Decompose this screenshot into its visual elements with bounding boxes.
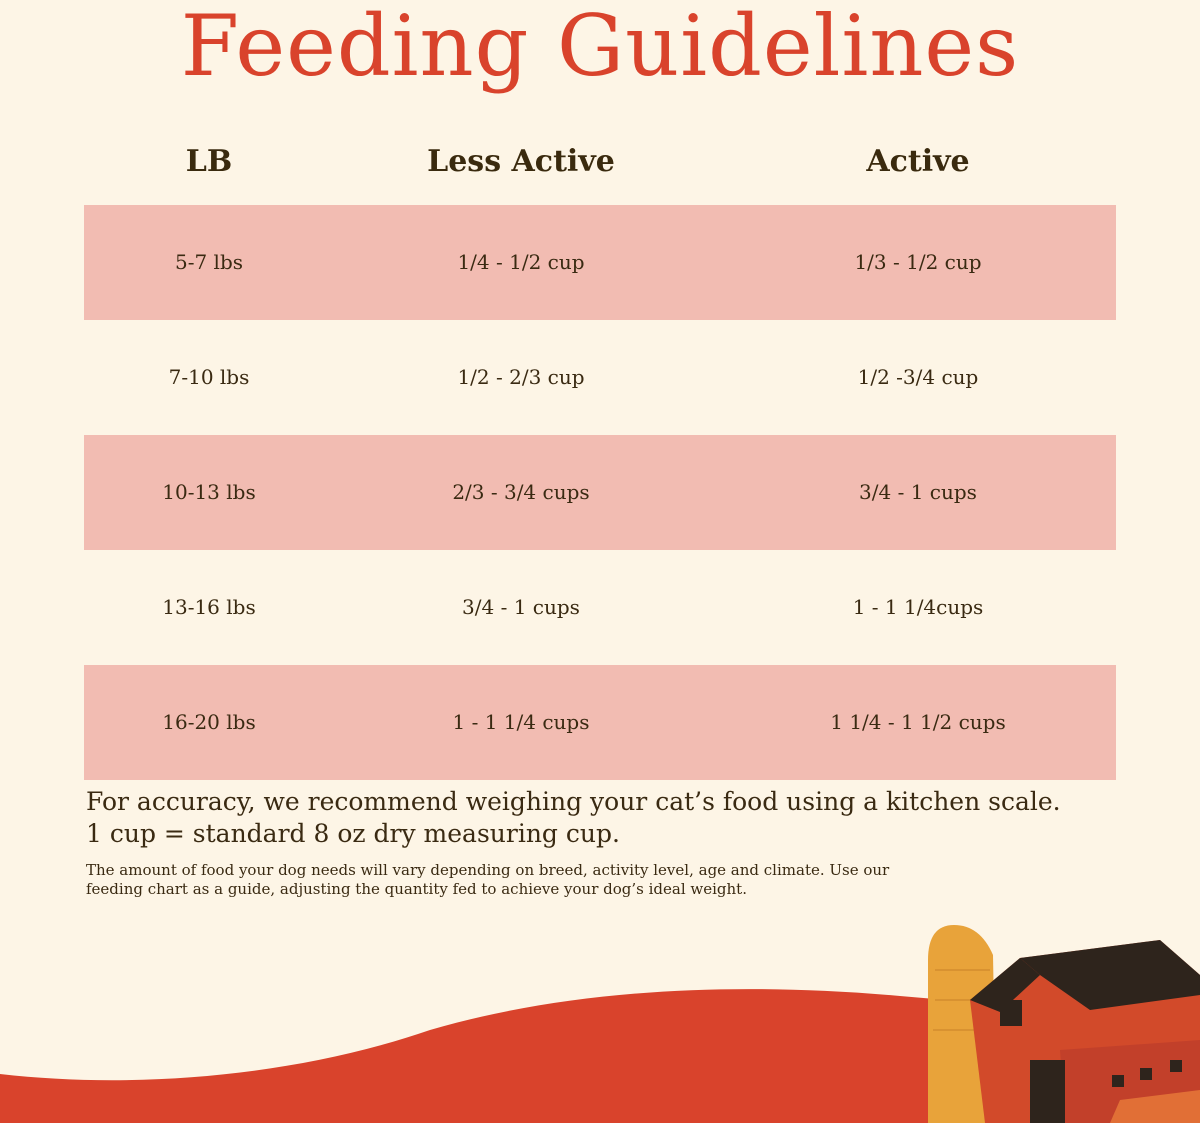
weight-cell: 13-16 lbs: [162, 595, 256, 619]
barn-illustration-icon: [970, 940, 1200, 1123]
feeding-table: [84, 205, 1116, 780]
accuracy-note-line-1: For accuracy, we recommend weighing your cat’s food using a kitchen scale.: [86, 787, 1061, 816]
table-row: [84, 435, 1116, 550]
disclaimer-line-1: The amount of food your dog needs will vary depending on breed, activity level, age and climate. Use our: [86, 861, 890, 879]
less-active-cell: 1/2 - 2/3 cup: [457, 365, 585, 389]
active-cell: 1/3 - 1/2 cup: [854, 250, 982, 274]
less-active-cell: 1/4 - 1/2 cup: [457, 250, 585, 274]
column-header-lb: LB: [185, 144, 233, 179]
page-title: Feeding Guidelines: [180, 0, 1020, 95]
weight-cell: 16-20 lbs: [162, 710, 256, 734]
less-active-cell: 1 - 1 1/4 cups: [452, 710, 590, 734]
active-cell: 3/4 - 1 cups: [859, 480, 977, 504]
accuracy-note-line-2: 1 cup = standard 8 oz dry measuring cup.: [86, 819, 620, 848]
weight-cell: 10-13 lbs: [162, 480, 256, 504]
active-cell: 1 - 1 1/4cups: [852, 595, 984, 619]
less-active-cell: 2/3 - 3/4 cups: [452, 480, 590, 504]
less-active-cell: 3/4 - 1 cups: [462, 595, 580, 619]
accuracy-note: [86, 786, 1146, 850]
table-row: [84, 550, 1116, 665]
table-row: [84, 205, 1116, 320]
table-row: [84, 320, 1116, 435]
active-cell: 1 1/4 - 1 1/2 cups: [830, 710, 1006, 734]
disclaimer-line-2: feeding chart as a guide, adjusting the quantity fed to achieve your dog’s ideal weight.: [86, 880, 747, 898]
column-header-active: Active: [866, 144, 970, 179]
footer-illustration: [0, 900, 1200, 1123]
weight-cell: 7-10 lbs: [168, 365, 250, 389]
table-row: [84, 665, 1116, 780]
active-cell: 1/2 -3/4 cup: [857, 365, 979, 389]
weight-cell: 5-7 lbs: [174, 250, 244, 274]
column-header-less-active: Less Active: [427, 144, 615, 179]
disclaimer-note: [86, 861, 926, 899]
